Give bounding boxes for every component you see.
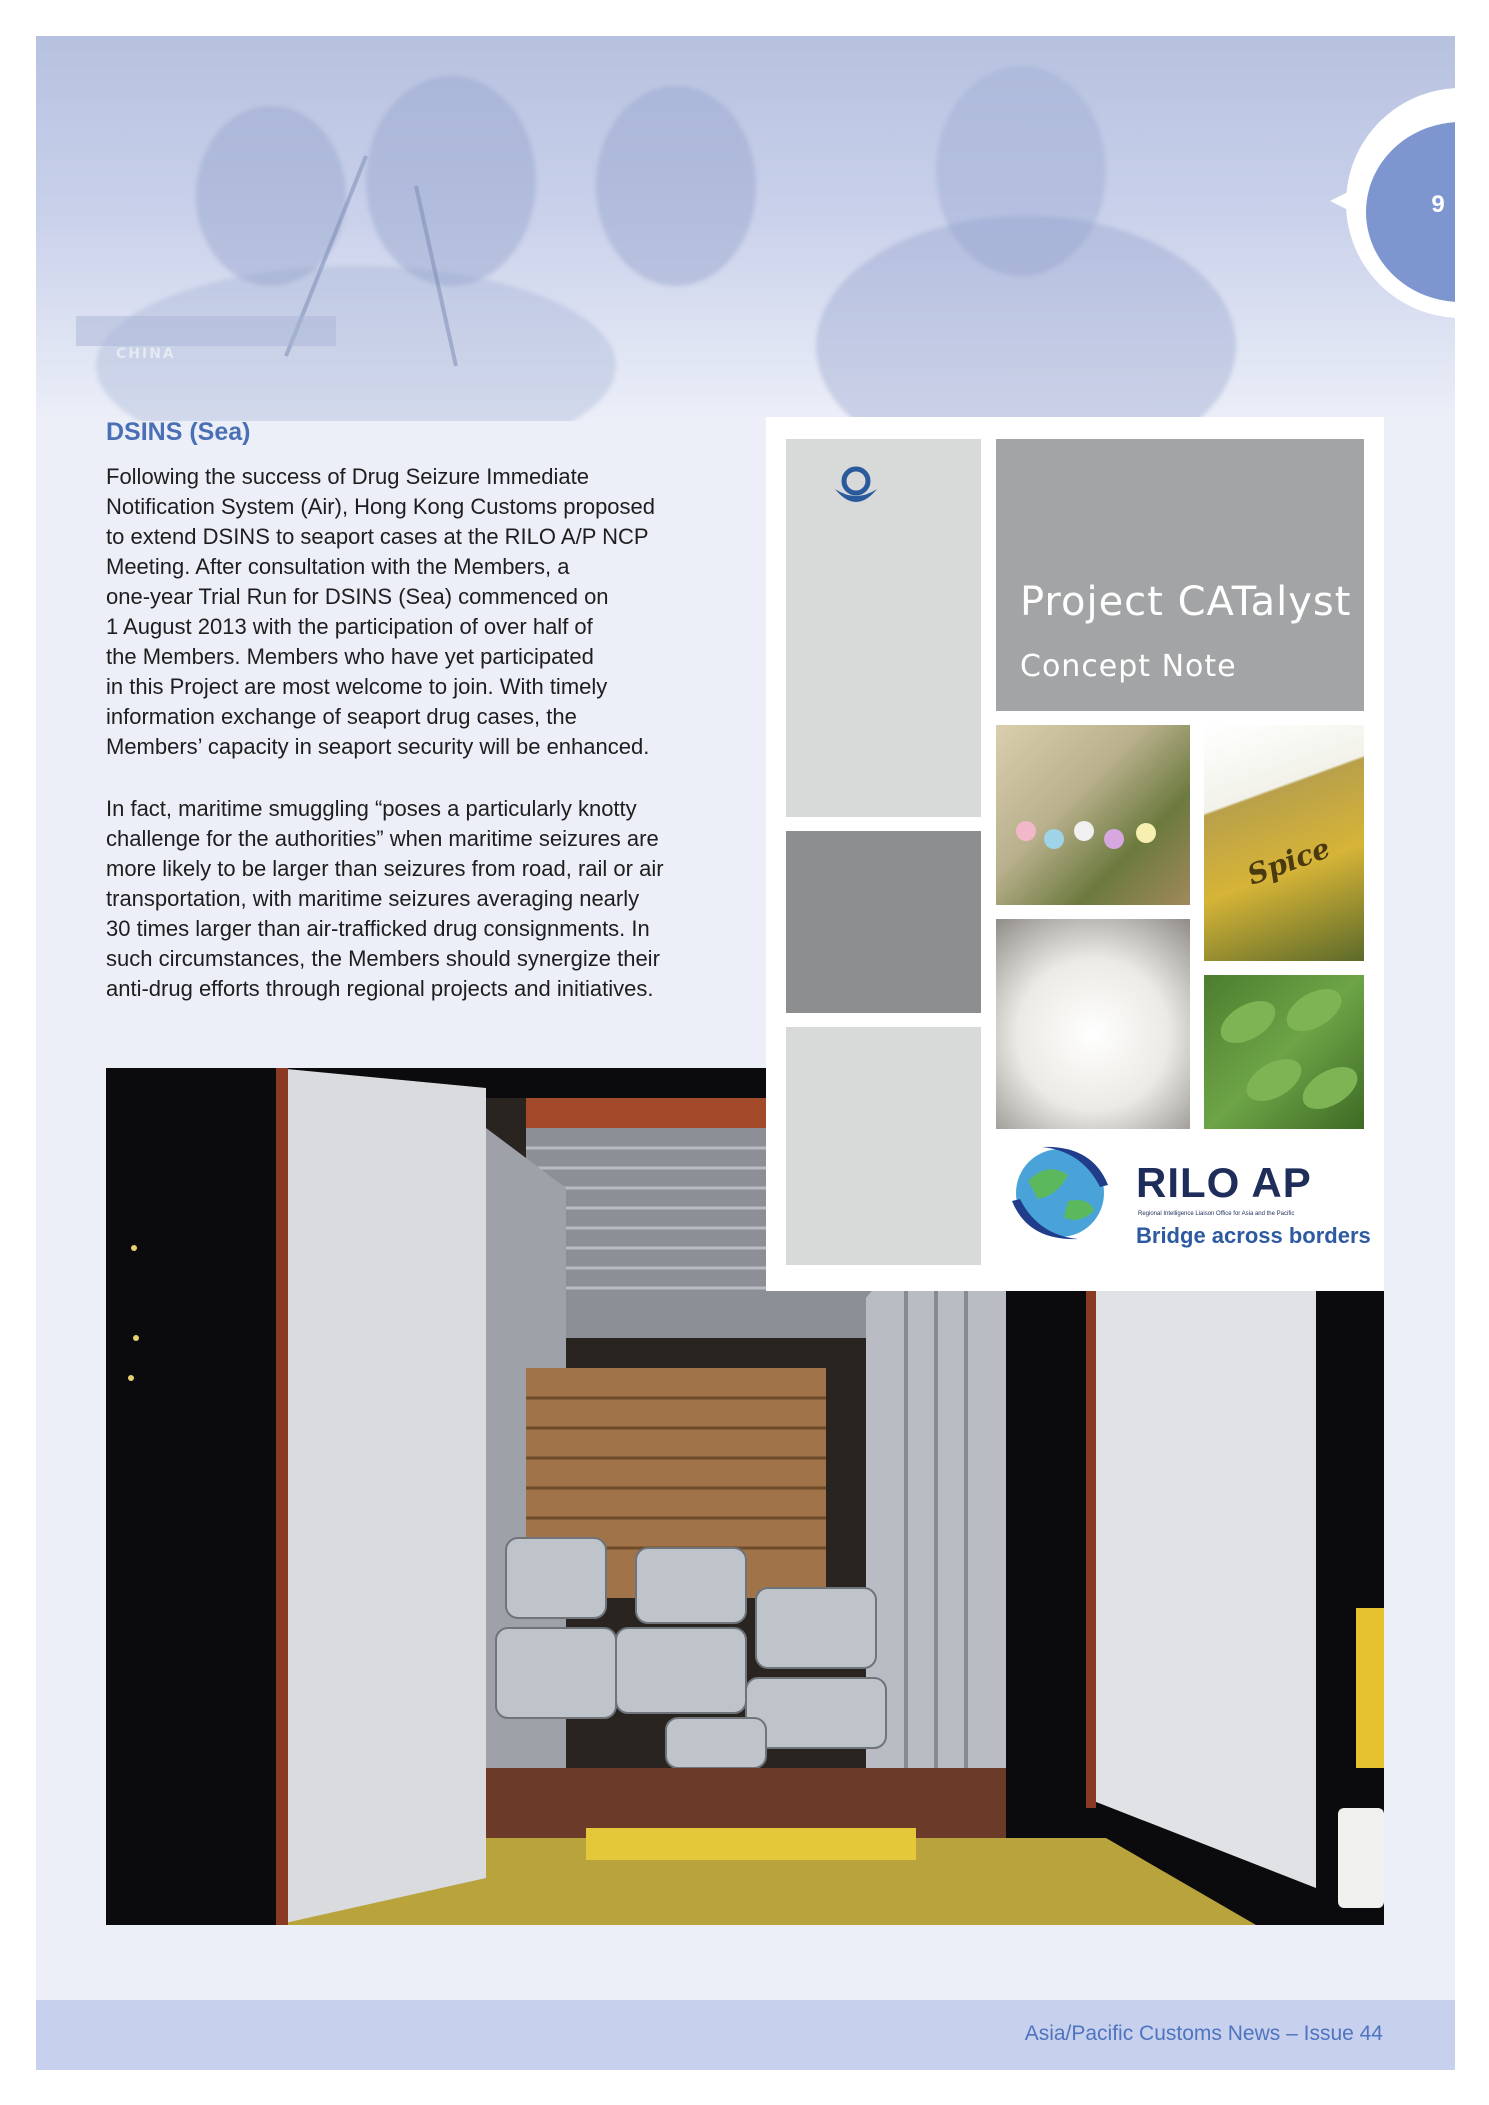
footer-publication: Asia/Pacific Customs News – Issue 44 (1024, 2022, 1383, 2045)
footer-bar (36, 2000, 1455, 2070)
cover-panel-top-left (786, 439, 981, 817)
cover-photo-pills (996, 725, 1190, 905)
page (36, 36, 1455, 2070)
wco-logo-icon (829, 459, 883, 513)
rilo-name: RILO AP (1136, 1159, 1312, 1206)
cover-photo-spice (1204, 725, 1364, 961)
microphones-graphic (36, 36, 1455, 421)
banner-country-label: CHINA (116, 346, 176, 362)
paragraph-2: In fact, maritime smuggling “poses a particularly knotty challenge for the authorities” when maritime seizures are more likely to be larger than seizures from road, rail or air transportation, with maritime seizures averaging nearly 30 times larger than air-trafficked drug consignments. In such circumstances, the Members should synergize their anti-drug efforts through regional projects and initiatives. (106, 796, 664, 1001)
cover-panel-mid-left (786, 831, 981, 1013)
cover-panel-bottom-left (786, 1027, 981, 1265)
rilo-full-name: Regional Intelligence Liaison Office for Asia and the Pacific (1138, 1211, 1295, 1217)
rilo-globe-logo-icon (998, 1141, 1122, 1245)
section-title: DSINS (Sea) (106, 418, 251, 446)
spice-packet-label: Spice (1242, 831, 1335, 892)
cover-image (766, 417, 1384, 1291)
cover-photo-crystals (996, 919, 1190, 1129)
paragraph-1: Following the success of Drug Seizure Immediate Notification System (Air), Hong Kong Customs proposed to extend DSINS to seaport cases at the RILO A/P NCP Meeting. After consultation with the Members, a one-year Trial Run for DSINS (Sea) commenced on 1 August 2013 with the participation of over half of the Members. Members who have yet participated in this Project are most welcome to join. With timely information exchange of seaport drug cases, the Members’ capacity in seaport security will be enhanced. (106, 464, 656, 759)
rilo-tagline: Bridge across borders (1136, 1223, 1371, 1248)
cover-subtitle: Concept Note (1020, 649, 1237, 684)
cover-photo-leaves (1204, 975, 1364, 1129)
header-banner-photo (36, 36, 1455, 421)
page-number: 9 (1431, 191, 1445, 218)
cover-title-panel (996, 439, 1364, 711)
page-tab-notch (1330, 186, 1360, 216)
cover-title: Project CATalyst (1020, 579, 1352, 625)
